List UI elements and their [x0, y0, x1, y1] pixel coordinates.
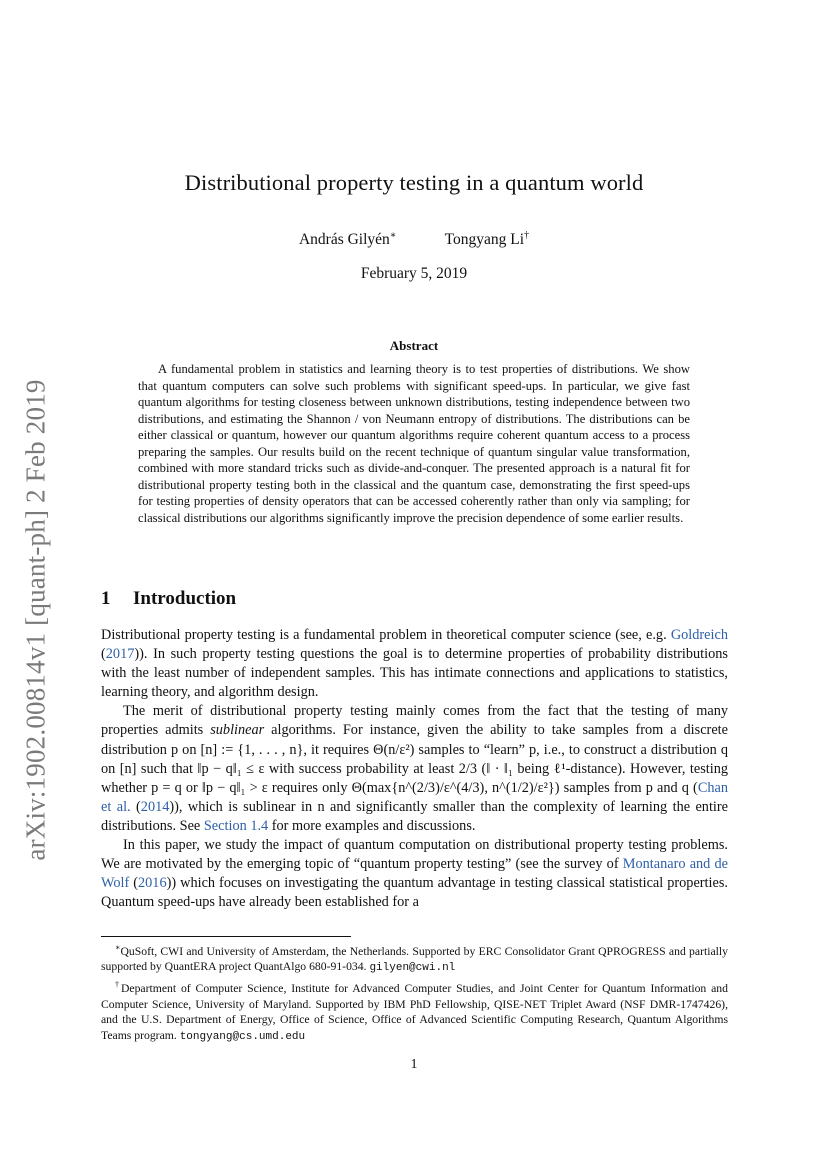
- footnote-2-text: Department of Computer Science, Institute for Advanced Computer Studies, and Joint Center for Quantum Information and Computer Science, University of Maryland. Supported by IBM PhD Fellowship, QISE-NET Triplet Award (NSF DMR-1747426), and the U.S. Department of Energy, Office of Science, Office of Advanced Scientific Computing Research, Quantum Algorithms Teams program.: [101, 981, 728, 1042]
- footnote-1-email: gilyen@cwi.nl: [369, 962, 456, 975]
- footnote-1: [101, 940, 728, 977]
- footnote-2: [101, 977, 728, 1045]
- p1-text-3: )). In such property testing questions the goal is to determine properties of probability distributions with the least number of independent samples. This has intimate connections and applications to statistics, learning theory, and algorithm design.: [101, 646, 728, 701]
- section-title: Introduction: [133, 588, 237, 609]
- author-list: [0, 230, 828, 249]
- citation-montanaro-year[interactable]: 2016: [138, 875, 167, 892]
- author-1-mark: ∗: [389, 230, 397, 241]
- abstract-heading: Abstract: [389, 338, 439, 353]
- p2-text-5: for more examples and discussions.: [268, 817, 476, 834]
- body-text: [101, 626, 728, 912]
- p3-text-3: )) which focuses on investigating the quantum advantage in testing classical statistical properties. Quantum speed-ups have already been established for a: [101, 875, 728, 911]
- section-ref-link[interactable]: Section 1.4: [203, 817, 269, 834]
- citation-chan[interactable]: Chan et al.: [101, 779, 728, 815]
- paper-date: February 5, 2019: [360, 265, 468, 282]
- emphasis-sublinear: sublinear: [210, 722, 265, 739]
- author-2-mark: †: [524, 230, 530, 241]
- p2-text-4: )), which is sublinear in n and significantly smaller than the complexity of learning the entire distributions. See: [101, 798, 729, 834]
- citation-goldreich-year[interactable]: 2017: [105, 646, 135, 663]
- p1-text-1: Distributional property testing is a fundamental problem in theoretical computer science (see, e.g.: [101, 627, 671, 643]
- footnote-1-mark: ∗: [115, 943, 121, 952]
- author-1-name: András Gilyén: [298, 231, 390, 249]
- paragraph-3: [101, 836, 728, 912]
- section-number: 1: [101, 588, 111, 609]
- arxiv-stamp-text: arXiv:1902.00814v1 [quant-ph] 2 Feb 2019: [20, 379, 51, 861]
- paragraph-2: [101, 702, 728, 836]
- section-heading: [101, 588, 236, 610]
- p2-text-1: The merit of distributional property testing mainly comes from the fact that the testing of many properties admits: [101, 703, 728, 739]
- author-2-name: Tongyang Li: [444, 231, 525, 249]
- footnote-rule: [101, 936, 351, 937]
- paragraph-1: [101, 626, 728, 702]
- p3-text-2: (: [129, 875, 138, 892]
- paper-title: Distributional property testing in a quantum world: [184, 170, 644, 195]
- author-1: [299, 230, 397, 249]
- citation-chan-year[interactable]: 2014: [140, 798, 170, 815]
- abstract-text: A fundamental problem in statistics and learning theory is to test properties of distributions. We show that quantum computers can solve such problems with significant speed-ups. In particular, we give fast quantum algorithms for testing closeness between unknown distributions, testing independence between two distributions, and estimating the Shannon / von Neumann entropy of distributions. The distributions can be either classical or quantum, however our quantum algorithms require coherent quantum access to a process preparing the samples. Our results build on the recent technique of quantum singular value transformation, combined with more standard tricks such as divide-and-conquer. The presented approach is a natural fit for distributional property testing both in the classical and the quantum case, demonstrating the first speed-ups for testing properties of density operators that can be accessed coherently rather than only via sampling; for classical distributions our algorithms significantly improve the precision dependence of some earlier results.: [138, 362, 690, 525]
- citation-goldreich[interactable]: Goldreich: [670, 627, 728, 643]
- page-number: 1: [410, 1057, 418, 1072]
- p1-text-2: (: [101, 646, 106, 663]
- footnotes: [101, 940, 728, 1045]
- p2-text-3: (: [130, 798, 141, 815]
- p2-text-2: algorithms. For instance, given the ability to take samples from a discrete distribution p on [n] := {1, . . . , n}, it requires Θ(n/ε²) samples to “learn” p, i.e., to construct a distribution q on [n] such that ‖p − q‖₁ ≤ ε with success probability at least 2/3 (‖ · ‖₁ being ℓ¹-distance). However, testing whether p = q or ‖p − q‖₁ > ε requires only Θ(max{n^(2/3)/ε^(4/3), n^(1/2)/ε²}) samples from p and q (: [101, 722, 728, 796]
- citation-montanaro[interactable]: Montanaro and de Wolf: [101, 856, 729, 892]
- footnote-2-mark: †: [115, 980, 121, 990]
- footnote-1-text: QuSoft, CWI and University of Amsterdam, the Netherlands. Supported by ERC Consolidator Grant QPROGRESS and partially supported by QuantERA project QuantAlgo 680-91-034.: [101, 944, 728, 974]
- p3-text-1: In this paper, we study the impact of quantum computation on distributional property testing problems. We are motivated by the emerging topic of “quantum property testing” (see the survey of: [101, 837, 728, 873]
- author-2: [445, 231, 529, 248]
- arxiv-stamp: [6, 360, 66, 880]
- footnote-2-email: tongyang@cs.umd.edu: [179, 1030, 306, 1043]
